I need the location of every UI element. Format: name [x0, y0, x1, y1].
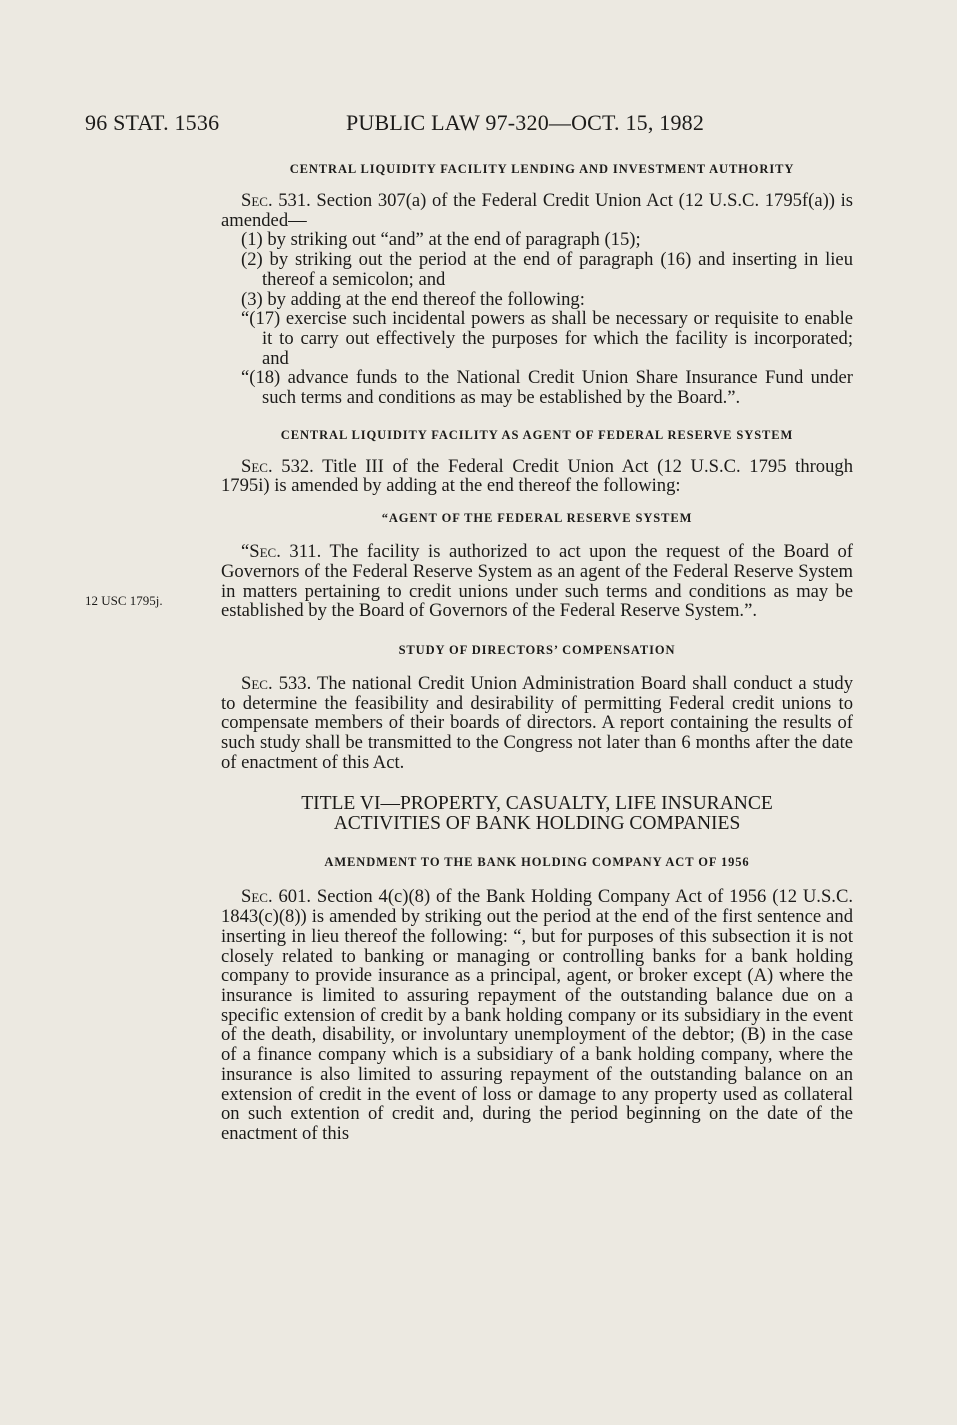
section-533-text — [221, 674, 853, 773]
section-heading-533: STUDY OF DIRECTORS’ COMPENSATION — [398, 642, 676, 657]
sec-label: Sec. — [241, 455, 273, 477]
section-531-item-2: (2) by striking out the period at the end of paragraph (16) and inserting in lieu thereof a semicolon; and — [241, 249, 853, 290]
sec-label: Sec. — [241, 672, 273, 694]
section-601-text — [221, 887, 853, 1143]
section-601-body: 601. Section 4(c)(8) of the Bank Holding Company Act of 1956 (12 U.S.C. 1843(c)(8)) is amended by striking out the period at the end of the first sentence and inserting in lieu thereof the following: “, but for purposes of this subsection it is not closely related to banking or managing or controlling banks for a bank holding company to provide insurance as a principal, agent, or broker except (A) where the insurance is limited to assuring repayment of the outstanding balance due on a specific extension of credit by a bank holding company or its subsidiary in the event of the death, disability, or involuntary unemployment of the debtor; (B) in the case of a finance company which is a subsidiary of a bank holding company, where the insurance is also limited to assuring repayment of the outstanding balance on an extension of credit in the event of loss or damage to any property used as collateral on such extention of credit and, during the period beginning on the date of the enactment of this — [221, 886, 853, 1144]
quoted-section-311 — [221, 542, 853, 621]
page-number-header: 96 STAT. 1536 — [85, 110, 220, 135]
section-532-text — [221, 457, 853, 496]
sec-label: Sec. — [249, 541, 281, 563]
running-header: PUBLIC LAW 97-320—OCT. 15, 1982 — [346, 110, 705, 135]
margin-citation: 12 USC 1795j. — [85, 593, 163, 608]
quoted-section-311-body: 311. The facility is authorized to act upon the request of the Board of Governors of the Federal Reserve System as an agent of the Federal Reserve System in matters pertaining to credit unions under such terms and conditions as may be established by the Board of Governors of the Federal Reserve System.”. — [221, 541, 853, 622]
section-531-item-1: (1) by striking out “and” at the end of paragraph (15); — [241, 229, 641, 251]
sec-label: Sec. — [241, 886, 273, 908]
title-vi-heading — [221, 794, 853, 834]
section-531-intro-text: 531. Section 307(a) of the Federal Credit Union Act (12 U.S.C. 1795f(a)) is amended— — [221, 190, 853, 231]
quoted-section-heading: “AGENT OF THE FEDERAL RESERVE SYSTEM — [381, 511, 693, 526]
section-533-body: 533. The national Credit Union Administration Board shall conduct a study to determine the feasibility and desirability of permitting Federal credit unions to compensate members of their boards of directors. A report containing the results of such study shall be transmitted to the Congress not later than 6 months after the date of enactment of this Act. — [221, 672, 853, 773]
section-531-intro — [221, 191, 853, 230]
sec-label: Sec. — [241, 190, 273, 211]
quoted-paragraph-17: “(17) exercise such incidental powers as shall be necessary or requisite to enable it to carry out effectively the purposes for which the facility is incorporated; and — [241, 308, 853, 369]
document-body — [221, 162, 853, 1144]
section-531-item-3: (3) by adding at the end thereof the following: — [241, 288, 585, 310]
section-heading-601: AMENDMENT TO THE BANK HOLDING COMPANY ACT OF 1956 — [324, 855, 750, 870]
section-heading-532: CENTRAL LIQUIDITY FACILITY AS AGENT OF FEDERAL RESERVE SYSTEM — [280, 427, 794, 442]
title-vi-line-1: TITLE VI—PROPERTY, CASUALTY, LIFE INSURANCE — [301, 793, 773, 815]
quoted-paragraph-18: “(18) advance funds to the National Credit Union Share Insurance Fund under such terms and conditions as may be established by the Board.”. — [241, 367, 853, 409]
section-heading-531: CENTRAL LIQUIDITY FACILITY LENDING AND INVESTMENT AUTHORITY — [289, 162, 795, 176]
open-quote: “ — [241, 541, 250, 563]
title-vi-line-2: ACTIVITIES OF BANK HOLDING COMPANIES — [333, 813, 741, 835]
section-532-body: 532. Title III of the Federal Credit Union Act (12 U.S.C. 1795 through 1795i) is amended by adding at the end thereof the following: — [221, 455, 853, 497]
